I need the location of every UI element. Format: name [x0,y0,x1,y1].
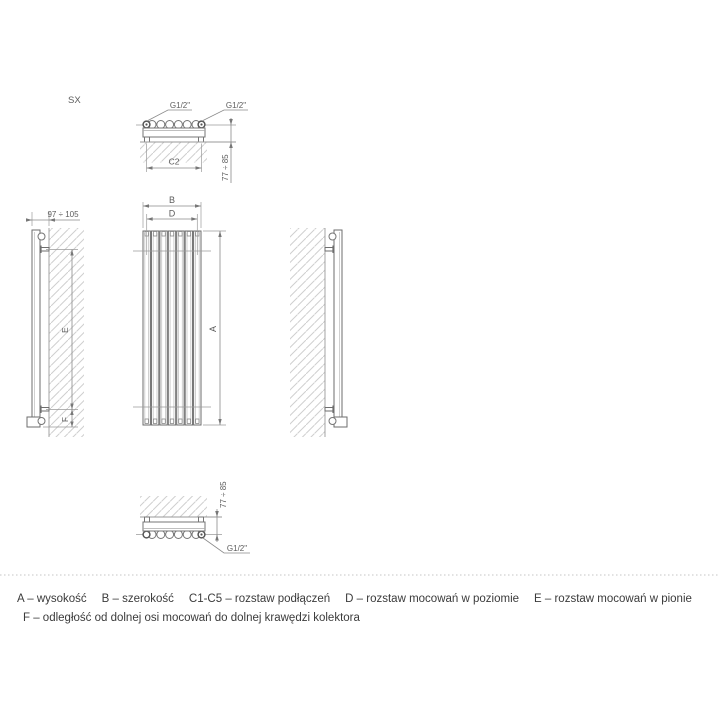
leader-line-left [147,110,192,121]
radiator-tubes [143,231,201,425]
top-view [136,101,248,183]
arrowhead [218,231,221,237]
dim-depth-range [26,210,80,226]
arrowhead [196,166,202,169]
arrowhead [147,166,153,169]
dim-f-label: F [61,417,70,422]
dim-depth-range-label: 97 ÷ 105 [47,210,79,219]
tube-port-circle [157,531,165,539]
leader-line-right [202,110,248,121]
legend-line-1 [17,591,715,607]
dim-depth-bottom [215,481,228,542]
wall-hatch [140,496,207,517]
mounting-foot [199,137,204,142]
view-code-label: SX [68,95,81,106]
tube [160,231,167,425]
arrowhead [218,419,221,425]
tube-ports [148,531,200,539]
arrowhead [229,142,233,148]
dim-b-label: B [168,195,176,205]
dimension-legend [17,591,715,626]
tube [194,231,201,425]
mounting-foot [199,517,204,522]
connection-port-right-core [200,533,202,535]
bottom-view [136,481,250,553]
tube-port-circle [157,121,165,129]
tube-ports [148,121,200,129]
arrowhead [191,217,197,220]
arrowhead [215,511,219,517]
dim-a-label: A [208,325,218,332]
tube-port-circle [174,121,182,129]
collector-bar [143,522,205,531]
pipe-end-circle [329,233,336,240]
mounting-foot [145,137,150,142]
dim-depth-bottom-label: 77 ÷ 85 [219,481,228,508]
connection-size-label-bottom: G1/2" [226,544,248,553]
tube-port-circle [166,121,174,129]
legend-item-a: A – wysokość [17,593,87,605]
connection-port-left [143,531,150,538]
mounting-bracket-lower [325,406,334,414]
side-view-right [290,228,347,437]
legend-item-f: F – odległość od dolnej osi mocowań do dolnej krawędzi kolektora [23,612,360,624]
arrowhead [147,217,153,220]
mounting-bracket-upper [325,246,334,254]
arrowhead [195,204,201,207]
dim-c2-label: C2 [168,156,180,167]
dim-a [203,231,226,425]
arrowhead [215,535,219,541]
tube [177,231,184,425]
pipe-end-circle [38,418,45,425]
arrowhead [229,119,233,125]
connection-port-left-core [145,123,147,125]
tube [168,231,175,425]
radiator-profile [32,230,40,427]
pipe-end-circle [38,233,45,240]
tube-port-circle [174,531,182,539]
dim-depth-top [221,118,233,183]
side-view-left [26,210,84,437]
legend-item-b: B – szerokość [101,593,174,605]
wall-hatch [290,228,325,437]
dim-depth-top-label: 77 ÷ 85 [221,154,230,181]
tube [185,231,192,425]
legend-line-2 [17,610,715,626]
tube [151,231,158,425]
legend-item-e: E – rozstaw mocowań w pionie [534,593,692,605]
connection-size-label-left: G1/2" [169,101,191,110]
pipe-end-circle [329,418,336,425]
connection-port-right-core [200,123,202,125]
arrowhead [143,204,149,207]
mounting-foot [145,517,150,522]
tube-port-circle [183,121,191,129]
tube [143,231,150,425]
dim-e-label: E [60,327,70,333]
legend-item-c: C1-C5 – rozstaw podłączeń [188,593,331,605]
tube-port-circle [183,531,191,539]
collector-bar [143,128,205,137]
arrowhead [26,218,32,221]
front-view [133,195,226,425]
connection-size-label-right: G1/2" [225,101,247,110]
tube-port-circle [166,531,174,539]
legend-item-d: D – rozstaw mocowań w poziomie [345,593,520,605]
radiator-profile [334,230,342,427]
dim-d-label: D [168,208,176,219]
